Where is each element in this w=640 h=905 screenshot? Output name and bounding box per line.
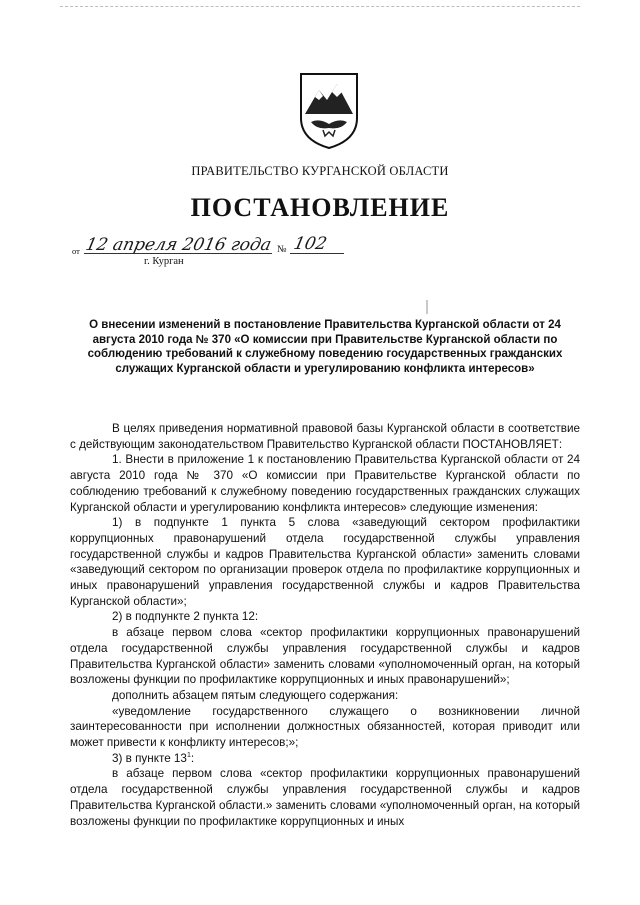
handwritten-date: 12 апреля 2016 года — [83, 235, 274, 255]
paragraph: «уведомление государственного служащего о возникновении личной заинтересованности при исполнении должностных обязанностей, которая приводит или может привести к конфликту интересов;»; — [70, 704, 580, 750]
coat-of-arms-icon — [297, 70, 361, 150]
date-prefix: от — [72, 246, 80, 256]
superscript: 1 — [186, 751, 191, 759]
paragraph: В целях приведения нормативной правовой базы Курганской области в соответствие с действующим законодательством Правительство Курганской области ПОСТАНОВЛЯЕТ: — [70, 422, 580, 451]
scan-artifact-line — [60, 6, 580, 7]
number-underline — [290, 253, 344, 254]
document-type: ПОСТАНОВЛЕНИЕ — [190, 193, 450, 222]
paragraph: 1) в подпункте 1 пункта 5 слова «заведующий сектором профилактики коррупционных правонарушений отдела государственной службы управления государственной службы и кадров Правительства Курганской области» заменить словами «заведующий сектором по организации проверок отдела по профилактике коррупционных и иных правонарушений управления государственной службы и кадров Правительства Курганской области»; — [70, 516, 580, 608]
date-underline — [84, 253, 272, 254]
city: г. Курган — [144, 256, 184, 267]
paragraph: дополнить абзацем пятым следующего содержания: — [112, 688, 399, 702]
paragraph: в абзаце первом слова «сектор профилактики коррупционных правонарушений отдела государственной службы управления государственной службы и кадров Правительства Курганской области» заменить словами «уполномоченный орган, на который возложены функции по профилактике коррупционных и иных правонарушений»; — [70, 626, 580, 687]
document-title: О внесении изменений в постановление Правительства Курганской области от 24 августа 2010 года № 370 «О комиссии при Правительстве Курганской области по соблюдению требований к служебному поведению государственных гражданских служащих Курганской области и урегулированию конфликта интересов» — [87, 319, 563, 375]
handwritten-number: 102 — [291, 234, 329, 254]
date-number-line — [72, 234, 372, 277]
paragraph: 1. Внести в приложение 1 к постановлению Правительства Курганской области от 24 августа 2010 года № 370 «О комиссии при Правительстве Курганской области по соблюдению требований к служебному поведению государственных гражданских служащих Курганской области и урегулированию конфликта интересов» следующие изменения: — [70, 453, 580, 514]
paragraph-text: : — [190, 751, 195, 765]
government-name: ПРАВИТЕЛЬСТВО КУРГАНСКОЙ ОБЛАСТИ — [191, 164, 449, 178]
scan-artifact-mark — [426, 300, 428, 314]
paragraph: в абзаце первом слова «сектор профилактики коррупционных правонарушений отдела государственной службы управления государственной службы и кадров Правительства Курганской области.» заменить словами «уполномоченный орган, на который возложены функции по профилактике коррупционных и иных — [70, 767, 580, 828]
paragraph-text: 3) в пункте 13 — [112, 751, 187, 765]
number-prefix: № — [277, 244, 287, 255]
document-body — [70, 421, 580, 829]
paragraph: 2) в подпункте 2 пункта 12: — [112, 610, 259, 624]
paragraph — [70, 751, 580, 767]
